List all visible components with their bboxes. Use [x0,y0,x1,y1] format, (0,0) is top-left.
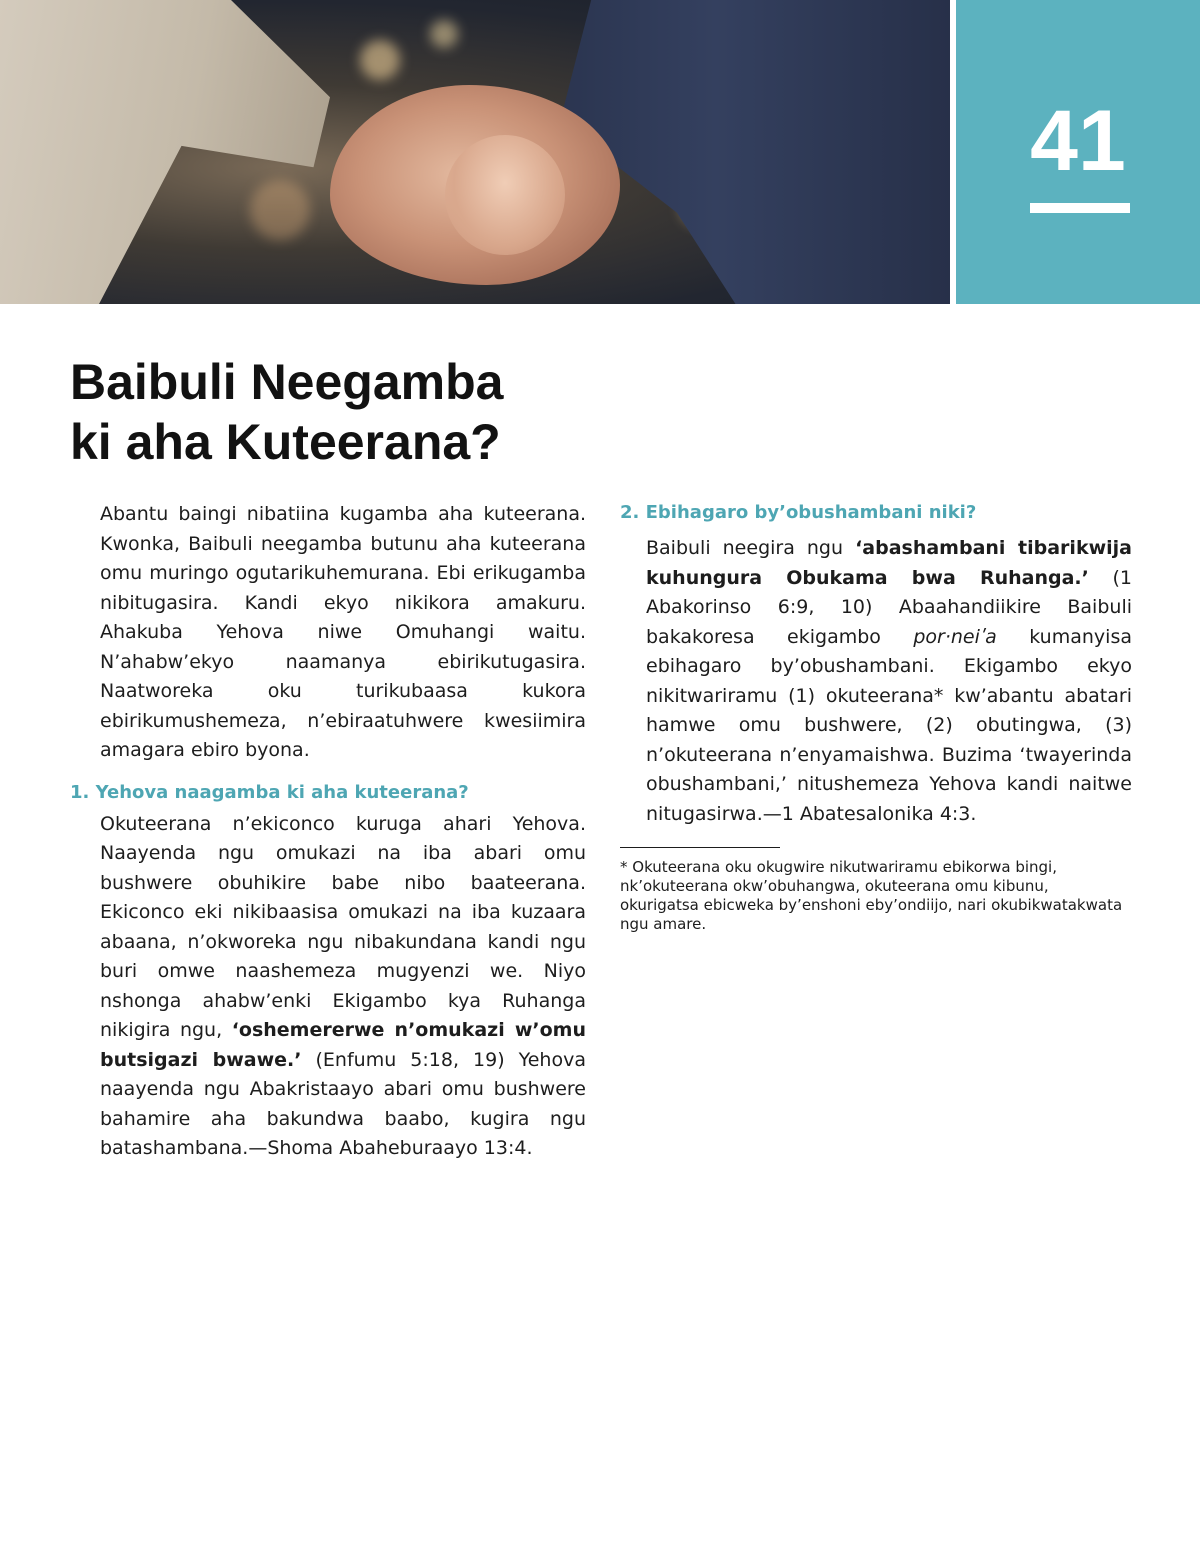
title-line-1: Baibuli Neegamba [70,354,504,410]
lesson-number-box [956,0,1200,304]
section-1-text-b: (Enfumu 5:18, 19) Yehova naayenda ngu Abakristaayo abari omu bushwere bahamire aha bakundwa baabo, kugira ngu batashambana.—Shoma Abaheburaayo 13:4. [100,1048,586,1159]
header-photo [0,0,950,304]
footnote-divider [620,847,780,848]
intro-paragraph: Abantu baingi nibatiina kugamba aha kuteerana. Kwonka, Baibuli neegamba butunu aha kuteerana omu muringo ogutarikuhemurana. Ebi erikugamba nibitugasira. Kandi ekyo nikikora amakuru. Ahakuba Yehova niwe Omuhangi waitu. N’ahabw’ekyo naamanya ebirikutugasira. Naatworeka oku turikubaasa kukora ebirikumushemeza, n’ebiraatuhwere kwesiimira amagara ebiro byona. [100,503,586,761]
section-2-quote: ‘abashambani tibarikwija kuhungura Obukama bwa Ruhanga.’ [646,537,1132,589]
left-column [70,500,586,1164]
footnote: * Okuteerana oku okugwire nikutwariramu ebikorwa bingi, nk’okuteerana okw’obuhangwa, okuteerana omu kibunu, okurigatsa ebicweka by’enshoni eby’ondiijo, nari okubikwatakwata ngu amare. [620,858,1123,933]
section-2-greek-word: por·neiʹa [913,625,997,648]
section-2-text-b: (1 Abakorinso 6:9, 10) Abaahandiikire Baibuli bakakoresa ekigambo [646,566,1132,648]
title-line-2: ki aha Kuteerana? [70,414,501,470]
left-sleeve [0,0,330,304]
section-1-quote: ‘oshemererwe n’omukazi w’omu butsigazi bwawe.’ [100,1019,586,1071]
hand-fingers [445,135,565,255]
section-2-paragraph [646,534,1132,829]
right-sleeve [560,0,950,304]
section-1-heading: 1. Yehova naagamba ki aha kuteerana? [70,781,469,803]
section-1-text-a: Okuteerana n’ekiconco kuruga ahari Yehova. Naayenda ngu omukazi na iba abari omu bushwere obuhikire babe nibo baateerana. Ekiconco eki nikibaasisa omukazi na iba kuzaara abaana, n’okworeka ngu nibakundana kandi ngu buri omwe naashemeza mugyenzi we. Niyo nshonga ahabw’enki Ekigambo kya Ruhanga nikigira ngu, [100,812,586,1041]
section-2-heading: 2. Ebihagaro by’obushambani niki? [620,502,977,523]
page-title [70,352,503,472]
right-column [620,500,1132,934]
lesson-number-underline [1030,203,1130,213]
section-1-paragraph [100,810,586,1164]
section-2-text-a: Baibuli neegira ngu [646,537,856,559]
lesson-number: 41 [1030,93,1126,189]
section-2-text-c: kumanyisa ebihagaro by’obushambani. Ekigambo ekyo nikitwariramu (1) okuteerana* kw’abantu abatari hamwe omu bushwere, (2) obutingwa, (3) n’okuteerana n’enyamaishwa. Buzima ‘twayerinda obushambani,’ nitushemeza Yehova kandi naitwe nitugasirwa.—1 Abatesalonika 4:3. [646,625,1132,825]
